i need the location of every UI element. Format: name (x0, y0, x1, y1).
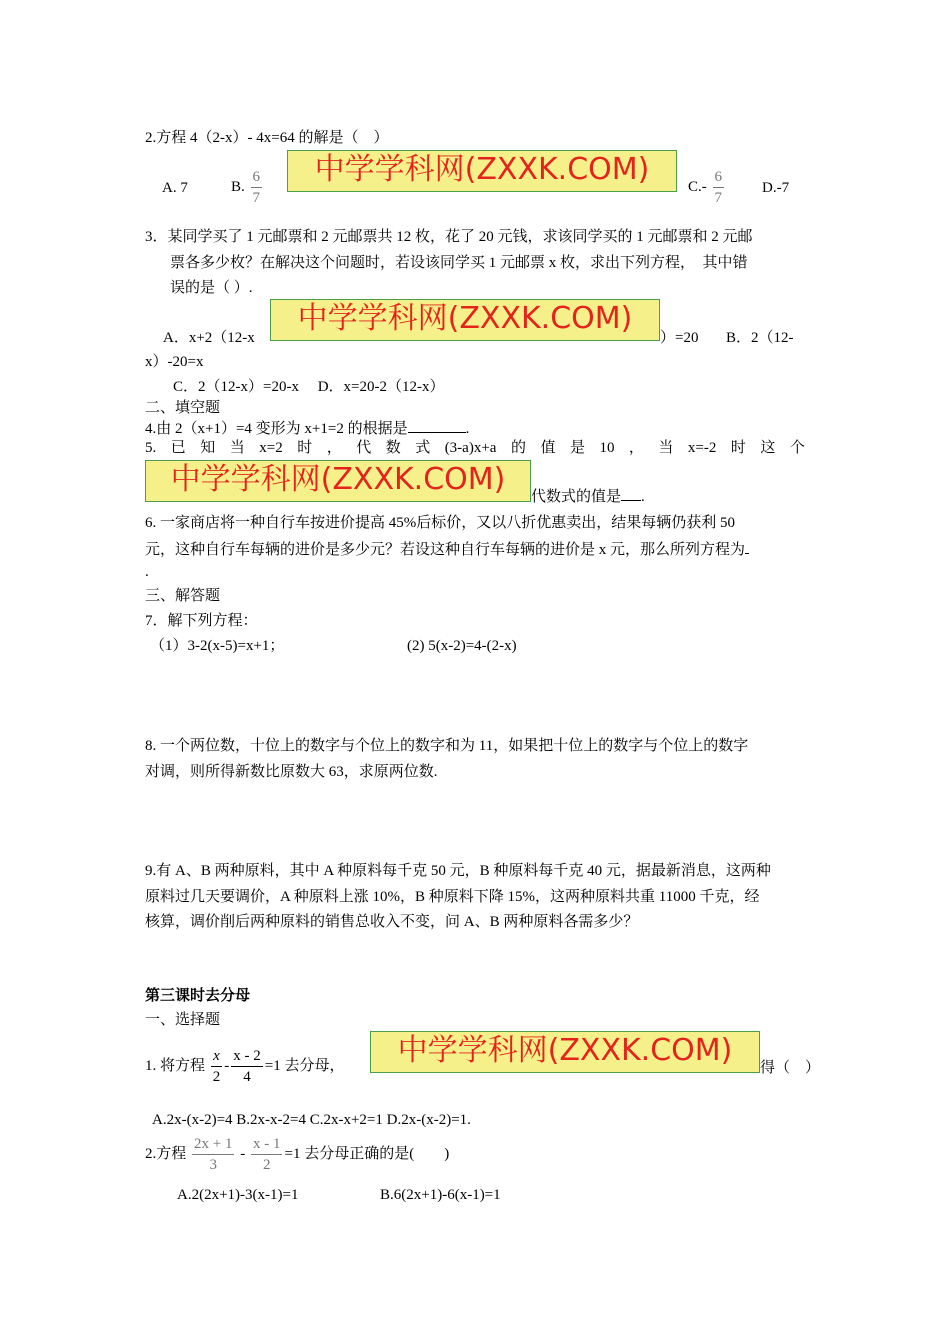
q9-line-1: 9.有 A、B 两种原料，其中 A 种原料每千克 50 元，B 种原料每千克 40 元，据最新消息，这两种 (145, 863, 771, 879)
q5-token: ， (628, 440, 644, 456)
q5-end: . (641, 489, 645, 505)
q5-token: 代 (356, 440, 372, 456)
q5-token: 当 (229, 440, 245, 456)
l3q2-fraction-2 (251, 1134, 283, 1175)
q3-line-1: 3．某同学买了 1 元邮票和 2 元邮票共 12 枚，花了 20 元钱，求该同学买的 1 元邮票和 2 元邮 (145, 229, 753, 245)
fraction-denominator: 7 (252, 190, 261, 207)
section-fill-blank-title: 二、填空题 (145, 400, 221, 416)
q5-token: 值 (540, 440, 556, 456)
fraction-numerator: 6 (251, 167, 263, 188)
q8-line-2: 对调，则所得新数比原数大 63，求原两位数. (145, 764, 438, 780)
watermark-logo: 中学学科网(ZXXK.COM) (145, 460, 531, 502)
l3q2-stem (145, 1132, 449, 1176)
l3q1-options: A.2x-(x-2)=4 B.2x-x-2=4 C.2x-x+2=1 D.2x-(x-2)=1. (152, 1112, 471, 1128)
q9-line-3: 核算，调价削后两种原料的销售总收入不变，问 A、B 两种原料各需多少？ (145, 914, 639, 930)
q2-option-a: A. 7 (162, 180, 188, 196)
q5-token: 是 (569, 440, 585, 456)
q6-line-2 (145, 539, 749, 560)
fraction-denominator: 7 (714, 190, 722, 207)
q5-token: 时 (730, 440, 746, 456)
l3q1-stem (145, 1044, 344, 1088)
q2-stem: 2.方程 4（2-x）- 4x=64 的解是（ ） (145, 130, 389, 146)
l3q2-option-a: A.2(2x+1)-3(x-1)=1 (177, 1187, 299, 1203)
q3-line-2: 票各多少枚？在解决这个问题时，若设该同学买 1 元邮票 x 枚，求出下列方程， 其中错 (170, 255, 748, 271)
l3q2-end: =1 去分母正确的是( ) (284, 1146, 450, 1162)
l3q1-fraction-2 (231, 1046, 263, 1087)
l3q1-end: 得（ ） (760, 1060, 821, 1076)
q5-token: 时 (297, 440, 313, 456)
fraction-denominator: 2 (262, 1157, 271, 1174)
fraction-numerator: 6 (713, 167, 725, 188)
watermark-logo: 中学学科网(ZXXK.COM) (270, 299, 660, 341)
l3q2-option-b: B.6(2x+1)-6(x-1)=1 (380, 1187, 501, 1203)
q6-line-2-text: 元，这种自行车每辆的进价是多少元？若设这种自行车每辆的进价是 x 元，那么所列方程为 (145, 542, 746, 558)
answer-blank (745, 539, 749, 554)
q5-token: 这 (760, 440, 776, 456)
q5-token: x=2 (259, 440, 283, 456)
q6-line-1: 6. 一家商店将一种自行车按进价提高 45%后标价，又以八折优惠卖出，结果每辆仍获利 50 (145, 515, 735, 531)
q7-part-1: （1）3-2(x-5)=x+1； (150, 638, 285, 654)
watermark-logo: 中学学科网(ZXXK.COM) (370, 1031, 760, 1073)
q7-title: 7．解下列方程： (145, 613, 258, 629)
l3q2-pre: 2.方程 (145, 1146, 187, 1162)
fraction-denominator: 3 (209, 1157, 217, 1174)
q5-token: 的 (510, 440, 526, 456)
q5-token: 知 (200, 440, 216, 456)
q3-option-a-right: ）=20 (660, 330, 699, 346)
q5-line-2-text: 代数式的值是 (531, 489, 622, 505)
q2-option-c-label: C.- (688, 179, 707, 195)
fraction-denominator: 2 (212, 1069, 221, 1086)
l3q1-pre: 1. 将方程 (145, 1058, 206, 1074)
q5-token: ， (326, 440, 342, 456)
q2-option-b-label: B. (231, 179, 245, 195)
fraction-denominator: 4 (243, 1069, 251, 1086)
q8-line-1: 8. 一个两位数，十位上的数字与个位上的数字和为 11，如果把十位上的数字与个位上的数字 (145, 738, 749, 754)
fraction-numerator: x - 2 (231, 1046, 263, 1067)
q5-line-1 (145, 438, 805, 458)
answer-blank (408, 418, 466, 433)
q3-option-b-end: x）-20=x (145, 354, 204, 370)
fraction-numerator: 2x + 1 (192, 1134, 234, 1155)
q5-token: 式 (415, 440, 431, 456)
lesson-3-title: 第三课时去分母 (145, 988, 251, 1004)
lesson-3-section-1: 一、选择题 (145, 1012, 221, 1028)
q2-option-c (688, 165, 726, 209)
q5-line-2 (531, 486, 645, 507)
q7-part-2: (2) 5(x-2)=4-(2-x) (407, 638, 517, 654)
watermark-logo: 中学学科网(ZXXK.COM) (287, 150, 677, 192)
l3q1-mid: =1 去分母， (264, 1058, 345, 1074)
q3-option-a-left: A．x+2（12-x (163, 330, 255, 346)
q6-line-3: . (145, 564, 149, 580)
q3-option-b-start: B．2（12- (726, 330, 794, 346)
q4-text: 4.由 2（x+1）=4 变形为 x+1=2 的根据是 (145, 421, 408, 437)
fraction-numerator: x - 1 (251, 1134, 283, 1155)
q5-token: 5. (145, 440, 157, 456)
q2-option-b-fraction (251, 167, 263, 208)
l3q2-fraction-1 (192, 1134, 234, 1175)
l3q2-minus: - (240, 1146, 246, 1162)
q5-token: 已 (170, 440, 186, 456)
l3q1-minus: - (224, 1058, 230, 1074)
answer-blank (621, 486, 641, 501)
l3q1-fraction-1 (211, 1046, 223, 1087)
q2-option-b (231, 165, 264, 209)
q9-line-2: 原料过几天要调价，A 种原料上涨 10%，B 种原料下降 15%，这两种原料共重 11000 千克，经 (145, 889, 760, 905)
q4-end: . (465, 421, 470, 437)
q5-token: 当 (658, 440, 674, 456)
q3-line-3: 误的是（ ）. (170, 280, 253, 296)
q5-token: 个 (789, 440, 805, 456)
q2-option-d: D.-7 (762, 180, 790, 196)
q5-token: 数 (385, 440, 401, 456)
q2-option-c-fraction (713, 167, 725, 208)
q3-options-c-d: C．2（12-x）=20-x D．x=20-2（12-x） (173, 379, 445, 395)
section-solve-title: 三、解答题 (145, 588, 221, 604)
q5-token: (3-a)x+a (444, 440, 497, 456)
q4 (145, 418, 469, 439)
fraction-numerator: x (211, 1046, 223, 1067)
q5-token: x=-2 (687, 440, 717, 456)
q5-token: 10 (599, 440, 615, 456)
